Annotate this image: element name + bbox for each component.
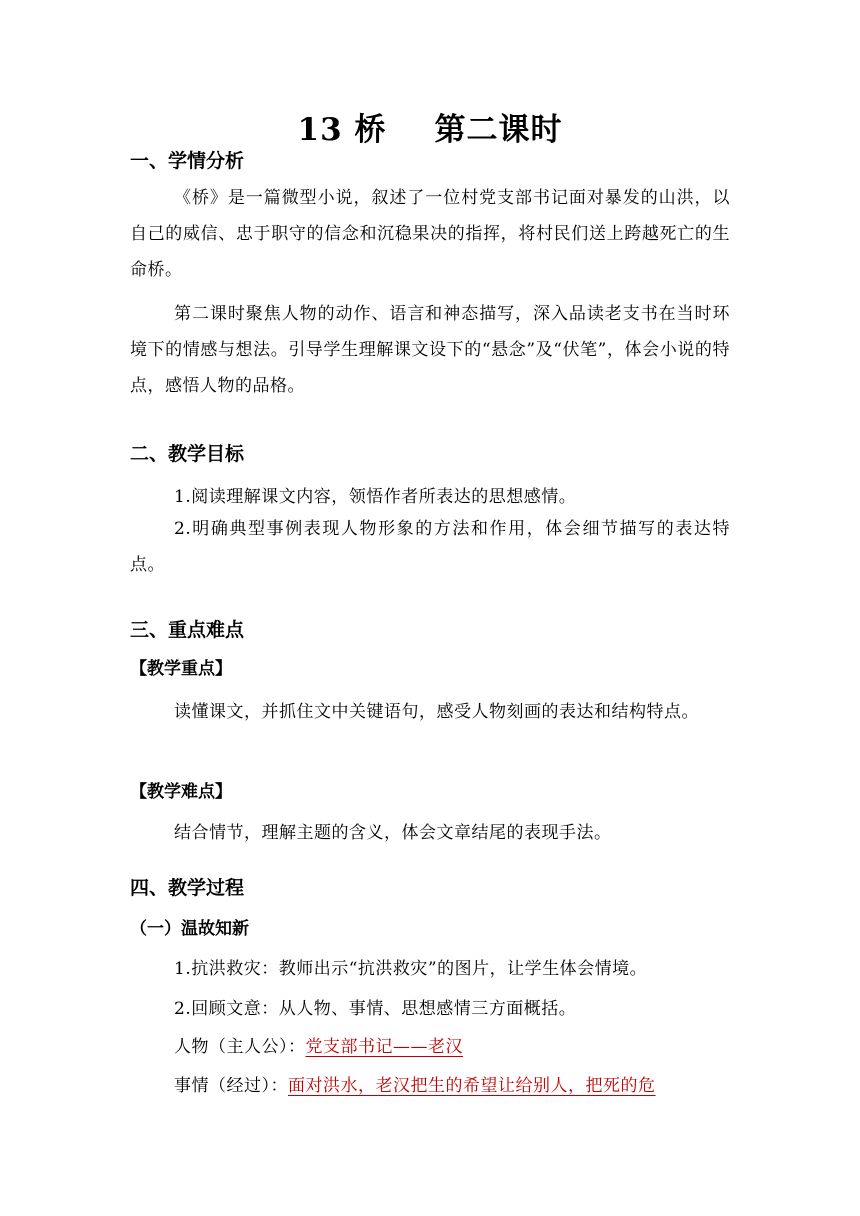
label-teaching-difficulty: 【教学难点】	[130, 782, 232, 802]
process-item-1: 1.抗洪救灾：教师出示“抗洪救灾”的图片，让学生体会情境。	[174, 959, 648, 979]
text-teaching-key: 读懂课文，并抓住文中关键语句，感受人物刻画的表达和结构特点。	[174, 702, 699, 722]
event-line	[174, 1071, 734, 1096]
heading-learning-analysis: 一、学情分析	[130, 150, 245, 172]
text-teaching-difficulty: 结合情节，理解主题的含义，体会文章结尾的表现手法。	[174, 823, 612, 843]
lesson-number-title: 13 桥	[297, 112, 387, 148]
heading-key-points: 三、重点难点	[130, 619, 245, 641]
paragraph-analysis-1: 《桥》是一篇微型小说，叙述了一位村党支部书记面对暴发的山洪，以自己的威信、忠于职守的信念和沉稳果决的指挥，将村民们送上跨越死亡的生命桥。	[130, 188, 730, 280]
person-line	[174, 1032, 734, 1057]
heading-teaching-process: 四、教学过程	[130, 877, 245, 899]
lesson-title	[0, 104, 860, 149]
event-label: 事情（经过）：	[174, 1076, 288, 1096]
process-item-2: 2.回顾文意：从人物、事情、思想感情三方面概括。	[174, 999, 577, 1019]
paragraph-analysis-2: 第二课时聚焦人物的动作、语言和神态描写，深入品读老支书在当时环境下的情感与想法。引导学生理解课文设下的“悬念”及“伏笔”，体会小说的特点，感悟人物的品格。	[130, 304, 730, 396]
person-answer: 党支部书记——老汉	[305, 1037, 463, 1057]
goal-1: 1.阅读理解课文内容，领悟作者所表达的思想感情。	[174, 487, 577, 507]
goal-2: 2.明确典型事例表现人物形象的方法和作用，体会细节描写的表达特点。	[130, 519, 730, 575]
label-teaching-key: 【教学重点】	[130, 659, 232, 679]
event-answer: 面对洪水，老汉把生的希望让给别人，把死的危	[288, 1076, 656, 1096]
subheading-review: （一）温故知新	[130, 919, 249, 939]
heading-teaching-goals: 二、教学目标	[130, 443, 245, 465]
lesson-period: 第二课时	[434, 112, 563, 148]
person-label: 人物（主人公）：	[174, 1037, 306, 1057]
